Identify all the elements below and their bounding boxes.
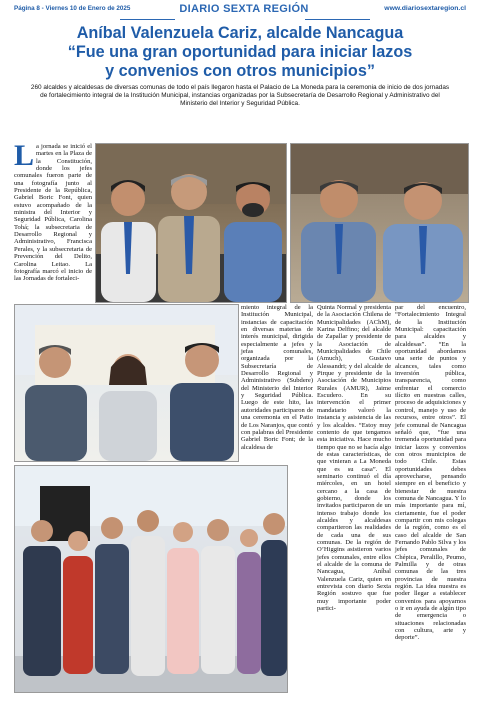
photo-three-mayors-image [96,144,286,302]
photo-three-mayors [95,143,287,303]
photo-two-mayors [290,143,469,303]
photo-two-mayors-image [291,144,468,302]
photo-group-mayors [14,465,288,693]
photo-group-mayors-image [15,466,287,692]
article-headline: Aníbal Valenzuela Cariz, alcalde Nancagua “Fue una gran oportunidad para iniciar lazos y convenios con otros municipios” [67,24,413,80]
article-column-1: La jornada se inició el martes en la Plaza de la Constitución, donde los jefes comunales fueron parte de una fotografía junto al Presidente de la República, Gabriel Boric Font, quien estuvo acompañado de la ministra del Interior y Seguridad Pública, Carolina Tohá; la subsecretaria de Desarrollo Regional y Administrativo, Francisca Perales, y la subsecretaria de Prevención del Delito, Carolina Leitao. La fotografía marcó el inicio de las Jornadas de fortaleci- [14,139,92,283]
newspaper-name: DIARIO SEXTA REGIÓN [179,3,309,15]
photo-mayors-palace [14,304,239,462]
article-column-3: Quinta Normal y presidenta de la Asociación Chilena de Municipalidades (AChM), Karina Delfino; del alcalde de Zapallar y presidente de la Asociación de Municipalidades de Chile (Amuch), Gustavo Alessandri; y del alcalde de Pirque y presidente de la Asociación de Municipios Rurales (AMUR), Jaime Escudero. En su intervención el primer mandatario valoró la instancia y asistencia de las y los alcaldes. “Estoy muy contento de que tengamos esta iniciativa. Hace mucho tiempo que no se hacía algo de estas características, de que vinieran a La Moneda que es su casa”. El seminario continuó el día miércoles, en un hotel cercano a la casa de gobierno, donde los invitados participaron de un intenso trabajo donde los alcaldes y alcaldesas compartieron las realidades de cada una de sus comunas. De la región de O’Higgins asistieron varios jefes comunales, entre ellos el alcalde de la comuna de Nancagua, Aníbal Valenzuela Cariz, quien en entrevista con diario Sexta Región sostuvo que fue muy importante poder partici- [317,304,391,613]
header-rule-left [120,19,175,20]
photo-mayors-palace-image [15,305,238,461]
website-link[interactable]: www.diariosextaregion.cl [384,5,466,12]
header-rule-right [305,19,370,20]
drop-cap: L [14,139,35,172]
article-subhead: 260 alcaldes y alcaldesas de diversas comunas de todo el país llegaron hasta el Palacio de La Moneda para la ceremonia de inicio de dos jornadas de fortalecimiento integral de la Institución Municipal, instancias organizadas por la Subsecretaría de Desarrollo Regional y Administrativo del Ministerio del Interior y Seguridad Pública. [30,84,450,107]
page-number-date: Página 8 - Viernes 10 de Enero de 2025 [14,5,131,12]
article-column-4: par del encuentro, “Fortalecimiento Integral de la Institución Municipal: capacitación para alcaldes y alcaldesas”. “En la oportunidad abordamos una serie de puntos y alcances, tales como inversión pública, transparencia, como enfrentar el comercio ilícito en nuestras calles, proceso de adquisiciones y control, manejo y uso de recursos, entre otros”. El jefe comunal de Nancagua señaló que, “fue una tremenda oportunidad para iniciar lazos y convenios con otros municipios de todo Chile. Estas oportunidades debes aprovecharse, pensando siempre en el beneficio y bienestar de nuestra comuna de Nancagua. Y lo más importante para mí, ciertamente, fue el poder compartir con mis colegas de la región, como es el caso del alcalde de San Fernando Pablo Silva y los jefes comunales de Chépica, Peralillo, Peumo, Palmilla y de otras comunas de las tres provincias de nuestra región. La idea nuestra es poder llegar a establecer convenios para apoyarnos o ir en ayuda de algún tipo de emergencia o situaciones relacionadas con cultura, arte y deporte”. [395,304,466,642]
article-column-2: miento integral de la Institución Municipal, instancias de capacitación en diversas materias de interés municipal, dirigida especialmente a jefes y jefas comunales, organizada por la Subsecretaría de Desarrollo Regional y Administrativo (Subdere) del Ministerio del Interior y Seguridad Pública. Luego de este hito, las autoridades participaron de una ceremonia en el Patio de Los Naranjos, que contó con palabras del Presidente Gabriel Boric Font; de la alcaldesa de [241,304,313,451]
page-header [14,4,466,18]
